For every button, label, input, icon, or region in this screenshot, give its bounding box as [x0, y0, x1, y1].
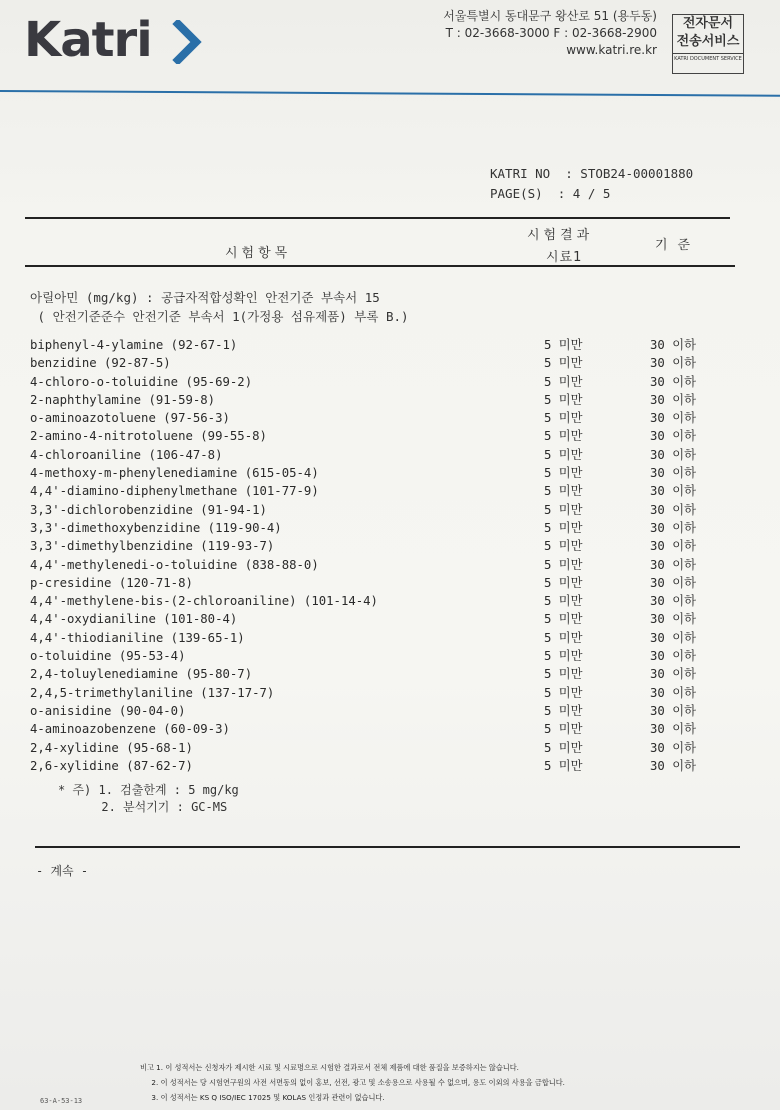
standard-value: 30 이하 [650, 429, 696, 444]
substance-name: benzidine (92-87-5) [30, 356, 171, 371]
table-row [30, 446, 730, 464]
standard-value: 30 이하 [650, 667, 696, 682]
footer-remarks [140, 1060, 565, 1105]
header-divider [0, 90, 780, 97]
table-row [30, 739, 730, 757]
results-table [30, 336, 730, 775]
section-title: 아릴아민 (mg/kg) : 공급자적합성확인 안전기준 부속서 15 [30, 290, 380, 305]
note-line-2: 2. 분석기기 : GC-MS [58, 800, 228, 814]
standard-value: 30 이하 [650, 484, 696, 499]
footer-remark-1: 비고 1. 이 성적서는 신청자가 제시한 시료 및 시료명으로 시험한 결과로서 전체 제품에 대한 품질을 보증하지는 않습니다. [140, 1063, 519, 1072]
chevron-right-icon [172, 20, 202, 64]
standard-value: 30 이하 [650, 594, 696, 609]
result-value: 5 미만 [544, 575, 583, 590]
result-value: 5 미만 [544, 392, 583, 407]
result-value: 5 미만 [544, 356, 583, 371]
table-row [30, 501, 730, 519]
result-value: 5 미만 [544, 722, 583, 737]
table-row [30, 482, 730, 500]
katri-logo: Katri [24, 12, 152, 68]
document-service-stamp [672, 14, 744, 74]
substance-name: 3,3'-dichlorobenzidine (91-94-1) [30, 502, 267, 517]
table-row [30, 373, 730, 391]
notes [58, 782, 239, 816]
substance-name: 2-amino-4-nitrotoluene (99-55-8) [30, 429, 267, 444]
result-value: 5 미만 [544, 557, 583, 572]
table-row [30, 684, 730, 702]
substance-name: 2,6-xylidine (87-62-7) [30, 758, 193, 773]
result-value: 5 미만 [544, 338, 583, 352]
form-number: 63-A-53-13 [40, 1097, 83, 1105]
result-value: 5 미만 [544, 447, 583, 462]
table-row [30, 427, 730, 445]
result-value: 5 미만 [544, 374, 583, 389]
stamp-line-2: 전송서비스 [676, 34, 740, 49]
result-value: 5 미만 [544, 594, 583, 609]
result-value: 5 미만 [544, 466, 583, 481]
substance-name: 4-aminoazobenzene (60-09-3) [30, 722, 230, 737]
phone-fax-text: T : 02-3668-3000 F : 02-3668-2900 [445, 26, 657, 40]
column-header-item: 시험항목 [225, 246, 292, 261]
table-row [30, 592, 730, 610]
result-value: 5 미만 [544, 411, 583, 426]
substance-name: 2,4,5-trimethylaniline (137-17-7) [30, 685, 275, 700]
substance-name: 4-methoxy-m-phenylenediamine (615-05-4) [30, 466, 319, 481]
table-row [30, 519, 730, 537]
table-row [30, 720, 730, 738]
report-number: KATRI NO : STOB24-00001880 [490, 166, 694, 181]
standard-value: 30 이하 [650, 703, 696, 718]
table-row [30, 556, 730, 574]
result-value: 5 미만 [544, 429, 583, 444]
standard-value: 30 이하 [650, 356, 696, 371]
footer-remark-3: 3. 이 성적서는 KS Q ISO/IEC 17025 및 KOLAS 인정과 관련이 없습니다. [140, 1093, 385, 1102]
table-row [30, 336, 730, 354]
table-row [30, 702, 730, 720]
stamp-line-3: KATRI DOCUMENT SERVICE [673, 53, 743, 64]
substance-name: 4,4'-oxydianiline (101-80-4) [30, 612, 238, 627]
substance-name: 4-chloro-o-toluidine (95-69-2) [30, 374, 253, 389]
substance-name: 4,4'-thiodianiline (139-65-1) [30, 630, 245, 645]
substance-name: 2,4-xylidine (95-68-1) [30, 740, 193, 755]
table-row [30, 574, 730, 592]
table-header-rule [25, 265, 735, 267]
substance-name: 4,4'-methylenedi-o-toluidine (838-88-0) [30, 557, 319, 572]
standard-value: 30 이하 [650, 685, 696, 700]
standard-value: 30 이하 [650, 758, 696, 773]
substance-name: 2,4-toluylenediamine (95-80-7) [30, 667, 253, 682]
standard-value: 30 이하 [650, 466, 696, 481]
result-value: 5 미만 [544, 484, 583, 499]
report-meta [490, 164, 693, 204]
substance-name: o-aminoazotoluene (97-56-3) [30, 411, 230, 426]
standard-value: 30 이하 [650, 338, 696, 352]
standard-value: 30 이하 [650, 557, 696, 572]
standard-value: 30 이하 [650, 630, 696, 645]
substance-name: 3,3'-dimethoxybenzidine (119-90-4) [30, 520, 282, 535]
result-value: 5 미만 [544, 740, 583, 755]
column-header-result: 시험결과 [527, 228, 594, 243]
column-header-standard: 기준 [655, 238, 701, 253]
result-value: 5 미만 [544, 630, 583, 645]
table-row [30, 409, 730, 427]
table-row [30, 610, 730, 628]
result-value: 5 미만 [544, 502, 583, 517]
standard-value: 30 이하 [650, 539, 696, 554]
note-line-1: * 주) 1. 검출한계 : 5 mg/kg [58, 783, 239, 797]
standard-value: 30 이하 [650, 722, 696, 737]
section-subtitle: ( 안전기준준수 안전기준 부속서 1(가정용 섬유제품) 부록 B.) [30, 309, 409, 324]
substance-name: p-cresidine (120-71-8) [30, 575, 193, 590]
table-row [30, 647, 730, 665]
standard-value: 30 이하 [650, 520, 696, 535]
standard-value: 30 이하 [650, 411, 696, 426]
substance-name: 3,3'-dimethylbenzidine (119-93-7) [30, 539, 275, 554]
result-value: 5 미만 [544, 649, 583, 664]
substance-name: 2-naphthylamine (91-59-8) [30, 392, 216, 407]
standard-value: 30 이하 [650, 649, 696, 664]
substance-name: biphenyl-4-ylamine (92-67-1) [30, 338, 238, 352]
continued-marker: - 계속 - [36, 864, 89, 878]
table-top-rule [25, 217, 730, 219]
substance-name: o-anisidine (90-04-0) [30, 703, 186, 718]
table-row [30, 629, 730, 647]
substance-name: 4-chloroaniline (106-47-8) [30, 447, 223, 462]
standard-value: 30 이하 [650, 502, 696, 517]
table-row [30, 464, 730, 482]
address-text: 서울특별시 동대문구 왕산로 51 (용두동) [443, 9, 657, 23]
standard-value: 30 이하 [650, 374, 696, 389]
table-row [30, 537, 730, 555]
table-row [30, 757, 730, 775]
table-row [30, 391, 730, 409]
table-row [30, 354, 730, 372]
substance-name: 4,4'-diamino-diphenylmethane (101-77-9) [30, 484, 319, 499]
result-value: 5 미만 [544, 703, 583, 718]
result-value: 5 미만 [544, 758, 583, 773]
result-value: 5 미만 [544, 685, 583, 700]
standard-value: 30 이하 [650, 447, 696, 462]
table-row [30, 665, 730, 683]
table-end-rule [35, 846, 740, 848]
standard-value: 30 이하 [650, 612, 696, 627]
standard-value: 30 이하 [650, 392, 696, 407]
substance-name: 4,4'-methylene-bis-(2-chloroaniline) (101-14-4) [30, 594, 378, 609]
page-indicator: PAGE(S) : 4 / 5 [490, 186, 611, 201]
section-heading [30, 288, 409, 326]
result-value: 5 미만 [544, 520, 583, 535]
standard-value: 30 이하 [650, 575, 696, 590]
column-header-sample: 시료1 [546, 250, 583, 265]
letterhead-address-block [405, 8, 657, 59]
website-text: www.katri.re.kr [566, 43, 657, 57]
substance-name: o-toluidine (95-53-4) [30, 649, 186, 664]
result-value: 5 미만 [544, 612, 583, 627]
standard-value: 30 이하 [650, 740, 696, 755]
result-value: 5 미만 [544, 539, 583, 554]
result-value: 5 미만 [544, 667, 583, 682]
stamp-line-1: 전자문서 [682, 16, 734, 31]
footer-remark-2: 2. 이 성적서는 당 시험연구원의 사전 서면동의 없이 홍보, 선전, 광고 및 소송용으로 사용될 수 없으며, 용도 이외의 사용을 금합니다. [140, 1078, 565, 1087]
